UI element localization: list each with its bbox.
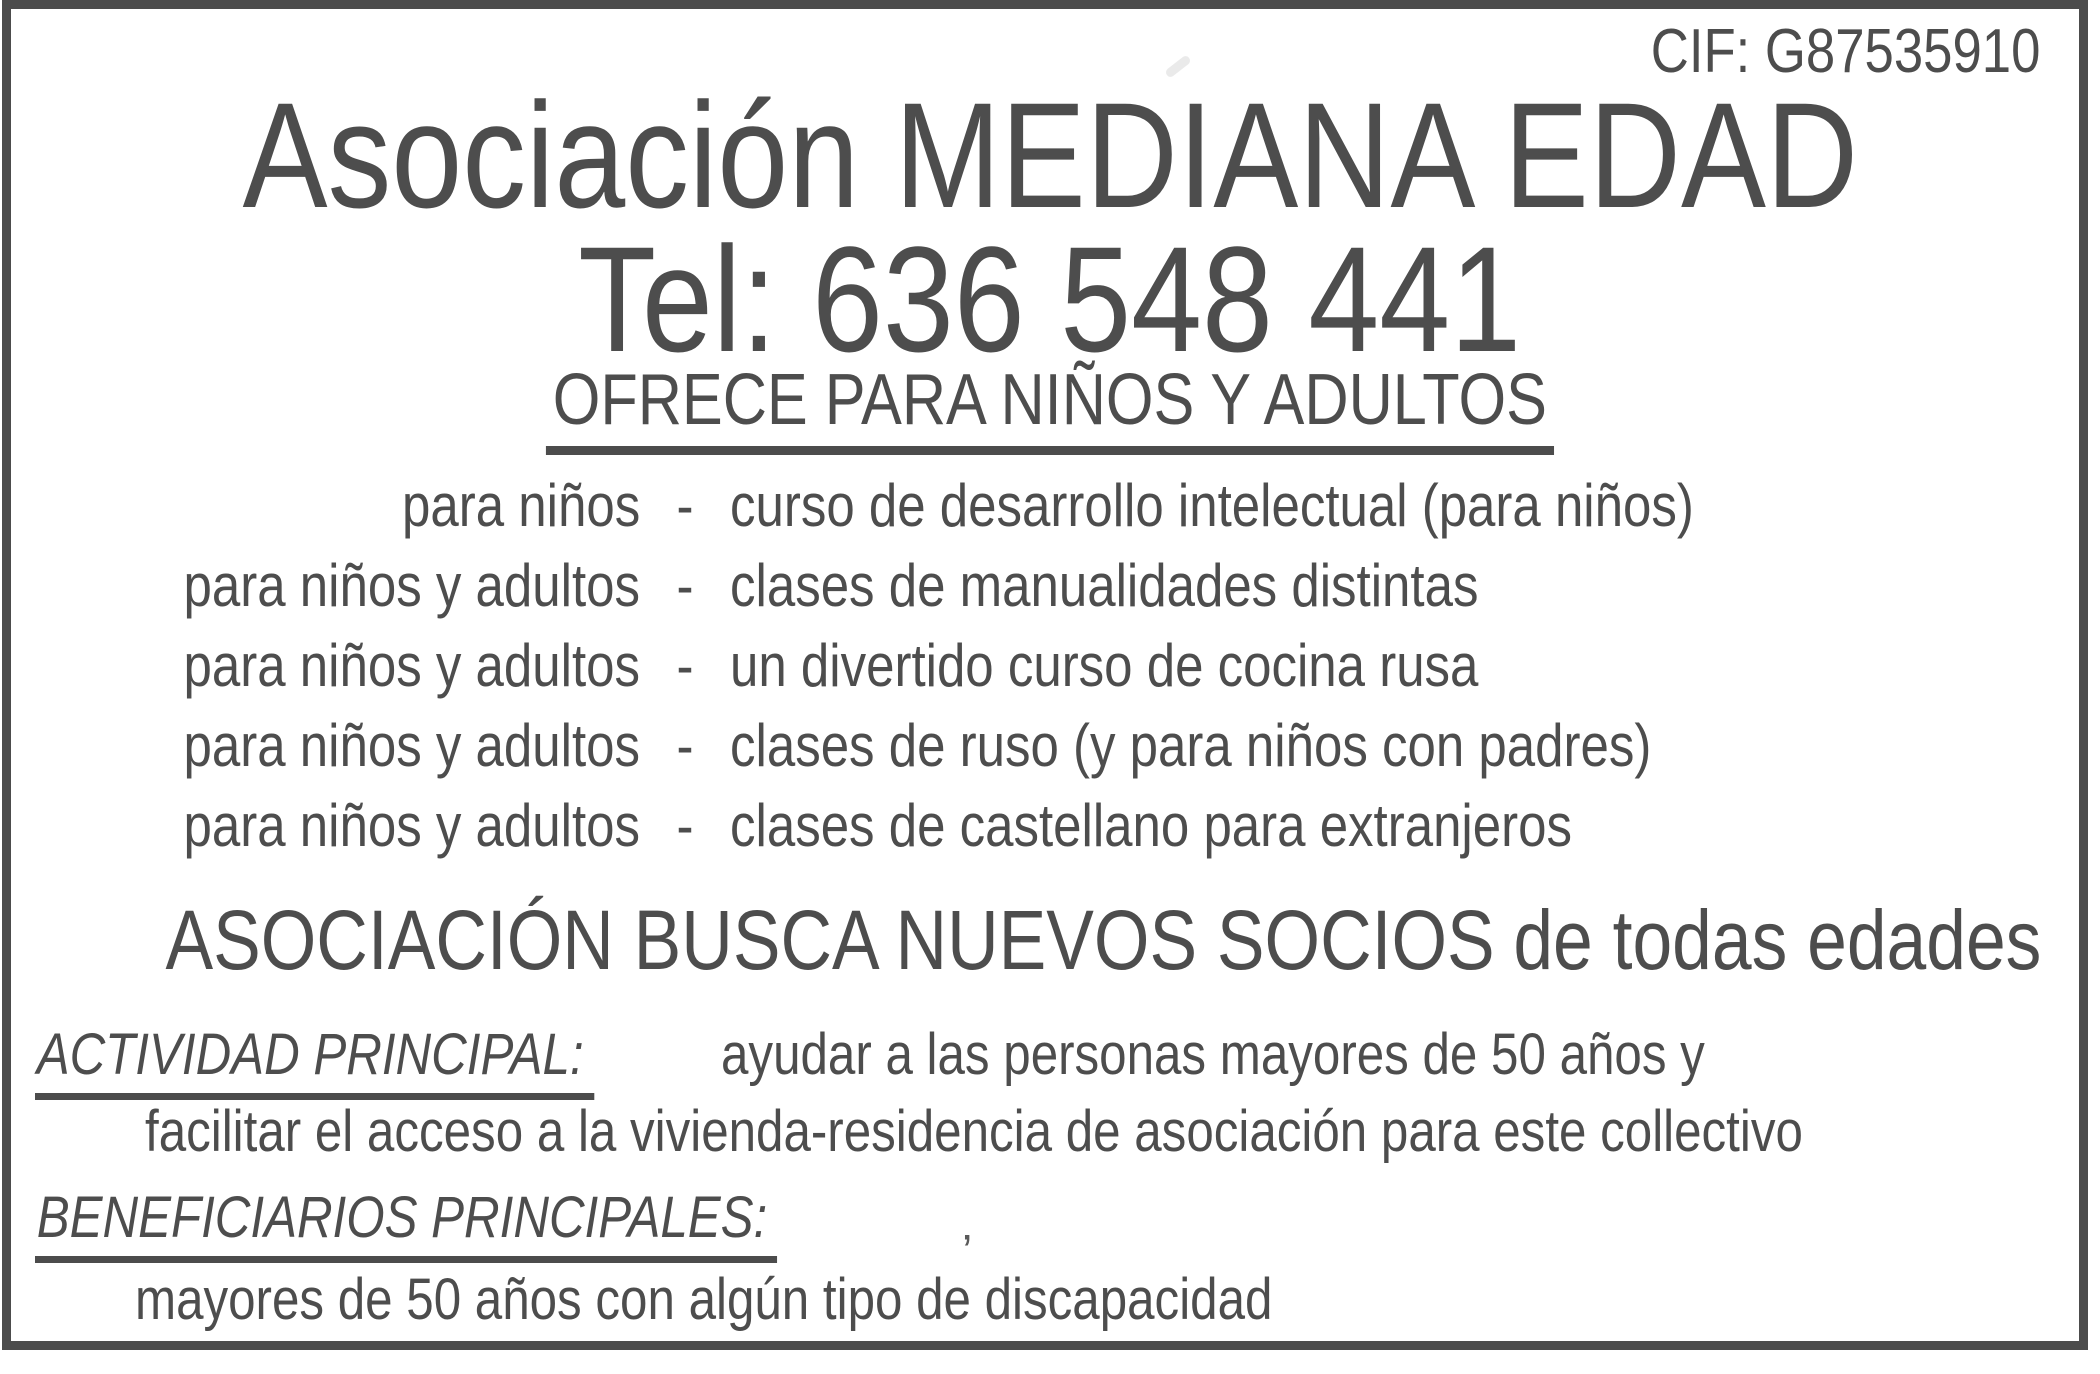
offer-separator-cell bbox=[640, 786, 730, 866]
offer-activity: curso de desarrollo intelectual (para niños) bbox=[730, 472, 1694, 539]
offer-activity: un divertido curso de cocina rusa bbox=[730, 632, 1479, 699]
offer-audience-cell bbox=[50, 786, 640, 866]
offer-separator-cell bbox=[640, 546, 730, 626]
recruitment-headline bbox=[0, 893, 2100, 987]
beneficiaries-text-line bbox=[135, 1268, 1473, 1332]
recruitment-tail: de todas edades bbox=[1513, 893, 2042, 987]
beneficiaries-text: mayores de 50 años con algún tipo de discapacidad bbox=[135, 1267, 1273, 1332]
offer-audience: para niños y adultos bbox=[183, 632, 640, 699]
offer-separator-cell bbox=[640, 706, 730, 786]
main-activity-label: ACTIVIDAD PRINCIPAL: bbox=[35, 1023, 594, 1100]
phone-line bbox=[0, 215, 2100, 383]
offer-row bbox=[50, 706, 2070, 786]
offer-audience: para niños y adultos bbox=[183, 712, 640, 779]
offer-row bbox=[50, 786, 2070, 866]
main-activity-text-continued: facilitar el acceso a la vivienda-residencia de asociación para este collectivo bbox=[145, 1099, 1803, 1164]
main-activity-text: ayudar a las personas mayores de 50 años y bbox=[720, 1022, 1705, 1087]
offers-list bbox=[50, 466, 2070, 866]
offer-activity-cell bbox=[730, 546, 2070, 626]
offer-activity-cell bbox=[730, 706, 2070, 786]
offer-activity: clases de ruso (y para niños con padres) bbox=[730, 712, 1652, 779]
offer-audience: para niños y adultos bbox=[183, 552, 640, 619]
title-line bbox=[0, 71, 2100, 239]
offers-heading: OFRECE PARA NIÑOS Y ADULTOS bbox=[546, 364, 1554, 455]
offer-audience-cell bbox=[50, 466, 640, 546]
offer-activity: clases de manualidades distintas bbox=[730, 552, 1479, 619]
offer-audience-cell bbox=[50, 626, 640, 706]
offer-activity-cell bbox=[730, 626, 2070, 706]
offer-separator: - bbox=[676, 632, 694, 699]
offer-row bbox=[50, 466, 2070, 546]
offer-audience: para niños bbox=[401, 472, 640, 539]
offer-audience: para niños y adultos bbox=[183, 792, 640, 859]
offer-activity-cell bbox=[730, 786, 2070, 866]
page-title: Asociación MEDIANA EDAD bbox=[242, 71, 1858, 239]
offer-separator-cell bbox=[640, 466, 730, 546]
scan-artifact-mark: ’ bbox=[962, 1225, 973, 1277]
offer-audience-cell bbox=[50, 546, 640, 626]
offer-separator: - bbox=[676, 552, 694, 619]
offer-activity: clases de castellano para extranjeros bbox=[730, 792, 1572, 859]
beneficiaries-line bbox=[35, 1186, 908, 1263]
recruitment-text bbox=[165, 893, 2042, 987]
cif-text: CIF: G87535910 bbox=[1650, 17, 2040, 86]
offer-separator-cell bbox=[640, 626, 730, 706]
offer-audience-cell bbox=[50, 706, 640, 786]
offer-separator: - bbox=[676, 712, 694, 779]
offer-separator: - bbox=[676, 472, 694, 539]
beneficiaries-label: BENEFICIARIOS PRINCIPALES: bbox=[35, 1186, 777, 1263]
offers-heading-line bbox=[0, 360, 2100, 455]
offer-activity-cell bbox=[730, 466, 2070, 546]
offer-separator: - bbox=[676, 792, 694, 859]
offer-row bbox=[50, 546, 2070, 626]
offer-row bbox=[50, 626, 2070, 706]
phone-number: Tel: 636 548 441 bbox=[578, 215, 1522, 383]
main-activity-line bbox=[35, 1023, 1878, 1100]
main-activity-continued-line bbox=[145, 1100, 2095, 1164]
recruitment-emphasis: ASOCIACIÓN BUSCA NUEVOS SOCIOS bbox=[165, 893, 1495, 987]
